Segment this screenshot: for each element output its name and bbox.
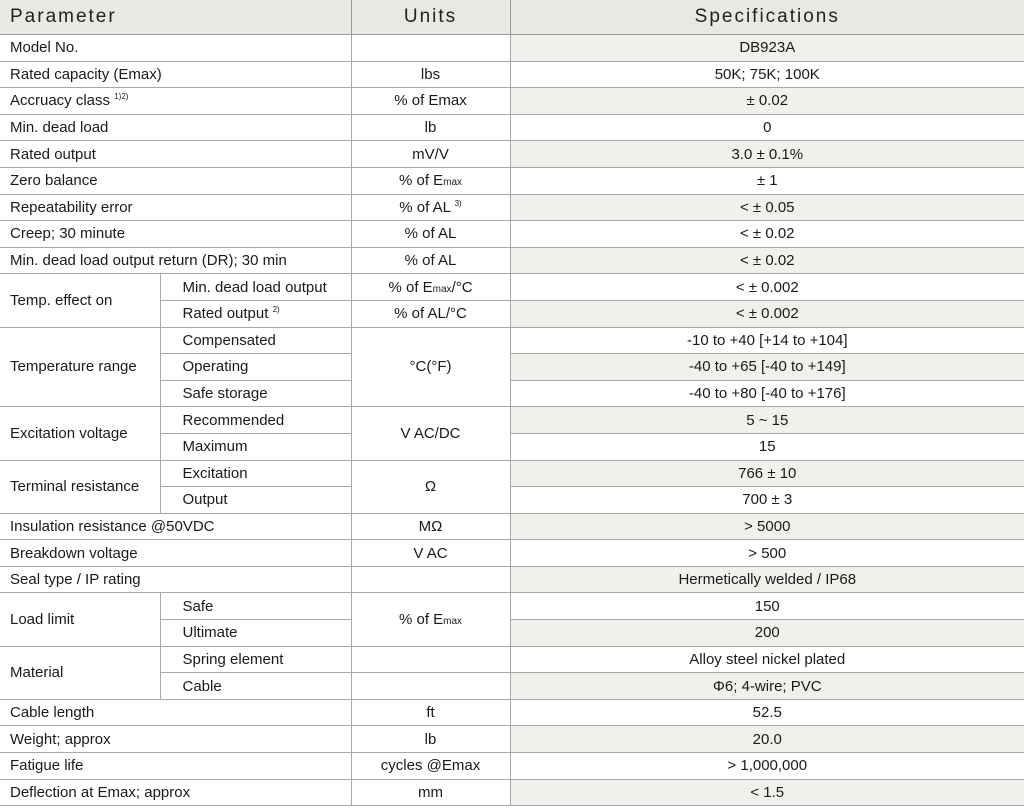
- unit-cell: % of AL: [351, 221, 510, 248]
- param-group-cell: Load limit: [0, 593, 160, 646]
- unit-cell: % of AL/°C: [351, 300, 510, 327]
- spec-cell: 5 ~ 15: [510, 407, 1024, 434]
- spec-cell: > 500: [510, 540, 1024, 567]
- unit-cell: mV/V: [351, 141, 510, 168]
- table-row: [0, 61, 1024, 88]
- unit-text: /°C: [451, 278, 473, 296]
- table-row: [0, 646, 1024, 673]
- param-cell: Rated output: [0, 141, 351, 168]
- spec-cell: < ± 0.02: [510, 221, 1024, 248]
- param-group-cell: Material: [0, 646, 160, 699]
- table-row: [0, 513, 1024, 540]
- sub-param-cell: Recommended: [160, 407, 351, 434]
- table-row: [0, 221, 1024, 248]
- param-group-cell: Terminal resistance: [0, 460, 160, 513]
- param-group-cell: Excitation voltage: [0, 407, 160, 460]
- param-cell: Zero balance: [0, 167, 351, 194]
- spec-cell: 200: [510, 620, 1024, 647]
- unit-subscript: max: [443, 616, 463, 628]
- table-row: [0, 699, 1024, 726]
- spec-cell: -10 to +40 [+14 to +104]: [510, 327, 1024, 354]
- table-row: [0, 327, 1024, 354]
- table-row: [0, 167, 1024, 194]
- spec-cell: -40 to +65 [-40 to +149]: [510, 354, 1024, 381]
- table-row: [0, 194, 1024, 221]
- table-row: [0, 141, 1024, 168]
- param-cell: Deflection at Emax; approx: [0, 779, 351, 806]
- sub-param-cell: Compensated: [160, 327, 351, 354]
- table-row: [0, 247, 1024, 274]
- unit-cell: V AC/DC: [351, 407, 510, 460]
- sub-param-cell: Safe: [160, 593, 351, 620]
- header-units: Units: [351, 0, 510, 35]
- spec-cell: 50K; 75K; 100K: [510, 61, 1024, 88]
- header-specifications: Specifications: [510, 0, 1024, 35]
- unit-cell: [351, 593, 510, 646]
- spec-cell: ± 0.02: [510, 88, 1024, 115]
- unit-cell: MΩ: [351, 513, 510, 540]
- unit-text: % of E: [388, 278, 433, 296]
- spec-cell: < ± 0.02: [510, 247, 1024, 274]
- spec-cell: < 1.5: [510, 779, 1024, 806]
- sub-param-cell: Safe storage: [160, 380, 351, 407]
- param-group-cell: Temperature range: [0, 327, 160, 407]
- param-text: Rated output: [182, 305, 269, 323]
- sub-param-cell: Spring element: [160, 646, 351, 673]
- footnote-ref: 3): [454, 198, 462, 208]
- unit-cell: lbs: [351, 61, 510, 88]
- spec-cell: < ± 0.002: [510, 300, 1024, 327]
- param-cell: Repeatability error: [0, 194, 351, 221]
- unit-cell: [351, 194, 510, 221]
- sub-param-cell: Ultimate: [160, 620, 351, 647]
- table-row: [0, 540, 1024, 567]
- unit-cell: % of Emax: [351, 88, 510, 115]
- spec-cell: 20.0: [510, 726, 1024, 753]
- param-cell: Cable length: [0, 699, 351, 726]
- unit-cell: mm: [351, 779, 510, 806]
- sub-param-cell: Maximum: [160, 433, 351, 460]
- spec-cell: 150: [510, 593, 1024, 620]
- header-row: [0, 0, 1024, 35]
- unit-cell: [351, 673, 510, 700]
- spec-cell: < ± 0.002: [510, 274, 1024, 301]
- unit-cell: lb: [351, 726, 510, 753]
- spec-cell: 0: [510, 114, 1024, 141]
- param-cell: Seal type / IP rating: [0, 566, 351, 593]
- spec-cell: DB923A: [510, 35, 1024, 62]
- spec-cell: 15: [510, 433, 1024, 460]
- sub-param-cell: Output: [160, 487, 351, 514]
- unit-cell: [351, 646, 510, 673]
- unit-text: % of E: [398, 172, 444, 190]
- spec-cell: 52.5: [510, 699, 1024, 726]
- sub-param-cell: [160, 300, 351, 327]
- sub-param-cell: Excitation: [160, 460, 351, 487]
- sub-param-cell: Cable: [160, 673, 351, 700]
- param-cell: Model No.: [0, 35, 351, 62]
- spec-cell: Alloy steel nickel plated: [510, 646, 1024, 673]
- unit-cell: °C(°F): [351, 327, 510, 407]
- param-cell: Min. dead load output return (DR); 30 min: [0, 247, 351, 274]
- unit-cell: V AC: [351, 540, 510, 567]
- spec-cell: ± 1: [510, 167, 1024, 194]
- spec-cell: > 1,000,000: [510, 753, 1024, 780]
- table-row: [0, 274, 1024, 301]
- param-text: Accruacy class: [10, 92, 111, 110]
- unit-cell: lb: [351, 114, 510, 141]
- unit-cell: [351, 566, 510, 593]
- table-row: [0, 88, 1024, 115]
- table-row: [0, 753, 1024, 780]
- table-row: [0, 114, 1024, 141]
- table-row: [0, 593, 1024, 620]
- spec-cell: 766 ± 10: [510, 460, 1024, 487]
- unit-subscript: max: [443, 177, 463, 189]
- unit-text: % of E: [398, 611, 444, 629]
- table-row: [0, 566, 1024, 593]
- param-cell: Rated capacity (Emax): [0, 61, 351, 88]
- spec-cell: Φ6; 4-wire; PVC: [510, 673, 1024, 700]
- spec-cell: < ± 0.05: [510, 194, 1024, 221]
- header-parameter: Parameter: [0, 0, 351, 35]
- footnote-ref: 2): [272, 305, 280, 315]
- param-cell: Fatigue life: [0, 753, 351, 780]
- table-row: [0, 35, 1024, 62]
- unit-cell: % of AL: [351, 247, 510, 274]
- spec-cell: > 5000: [510, 513, 1024, 540]
- table-row: [0, 407, 1024, 434]
- spec-cell: 700 ± 3: [510, 487, 1024, 514]
- param-group-cell: Temp. effect on: [0, 274, 160, 327]
- table-row: [0, 460, 1024, 487]
- unit-text: % of AL: [399, 198, 451, 216]
- unit-cell: [351, 167, 510, 194]
- unit-subscript: max: [432, 283, 452, 295]
- table-row: [0, 779, 1024, 806]
- param-cell: Breakdown voltage: [0, 540, 351, 567]
- unit-cell: [351, 274, 510, 301]
- unit-cell: cycles @Emax: [351, 753, 510, 780]
- table-row: [0, 726, 1024, 753]
- param-cell: Min. dead load: [0, 114, 351, 141]
- param-cell: Insulation resistance @50VDC: [0, 513, 351, 540]
- unit-cell: ft: [351, 699, 510, 726]
- param-cell: Weight; approx: [0, 726, 351, 753]
- footnote-ref: 1)2): [114, 92, 129, 102]
- unit-cell: Ω: [351, 460, 510, 513]
- spec-cell: 3.0 ± 0.1%: [510, 141, 1024, 168]
- sub-param-cell: Min. dead load output: [160, 274, 351, 301]
- spec-cell: -40 to +80 [-40 to +176]: [510, 380, 1024, 407]
- sub-param-cell: Operating: [160, 354, 351, 381]
- spec-cell: Hermetically welded / IP68: [510, 566, 1024, 593]
- param-cell: [0, 88, 351, 115]
- unit-cell: [351, 35, 510, 62]
- param-cell: Creep; 30 minute: [0, 221, 351, 248]
